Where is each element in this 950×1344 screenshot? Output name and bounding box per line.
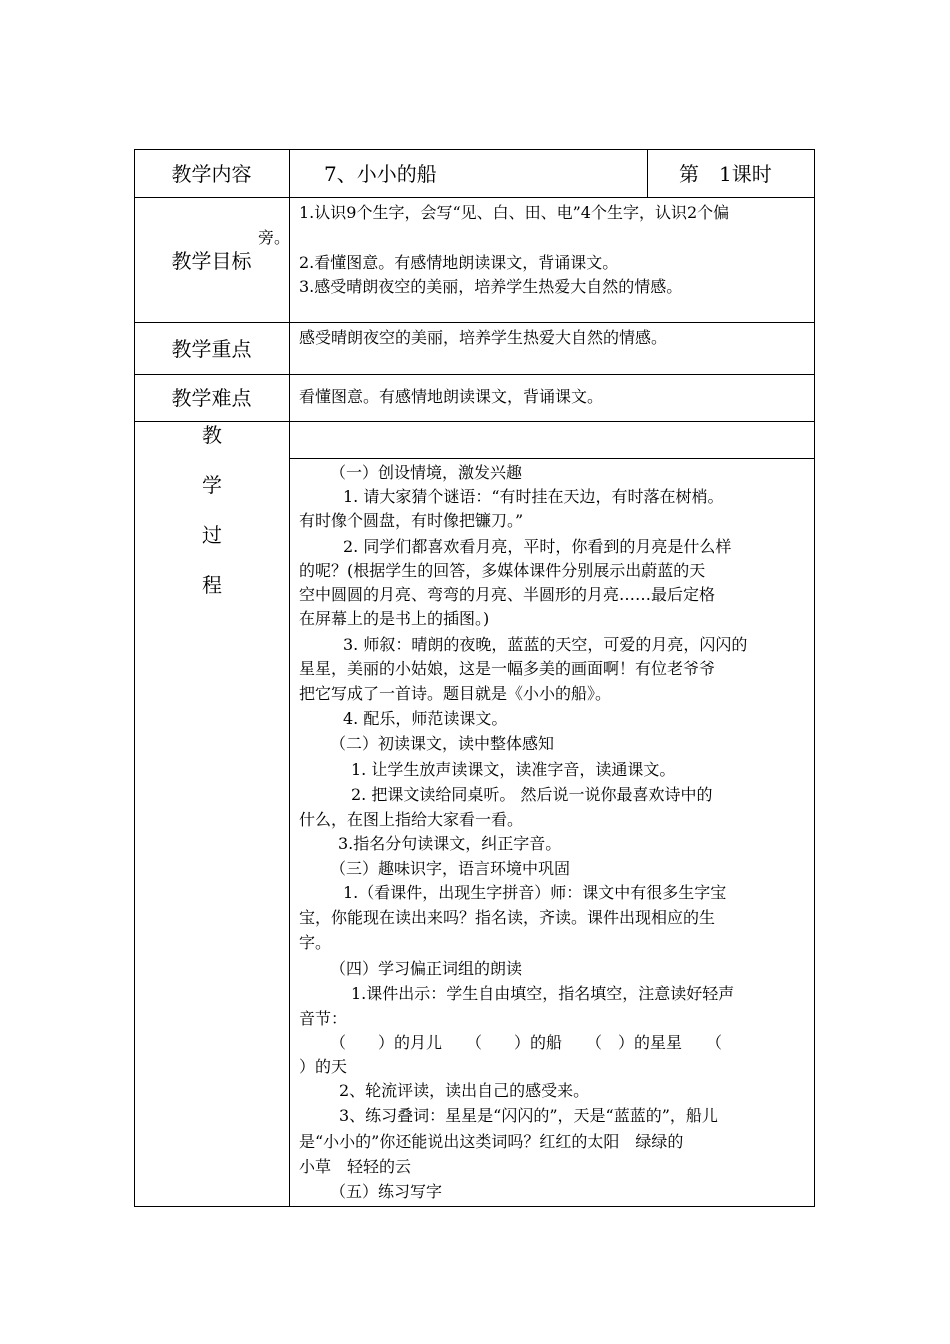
row-divider	[134, 374, 815, 375]
process-line: 空中圆圆的月亮、弯弯的月亮、半圆形的月亮……最后定格	[299, 585, 716, 604]
row-divider	[134, 197, 815, 198]
row-divider	[134, 322, 815, 323]
process-line: 4. 配乐，师范读课文。	[327, 709, 508, 728]
process-label-char: 程	[202, 573, 222, 597]
key-point-text: 感受晴朗夜空的美丽，培养学生热爱大自然的情感。	[299, 328, 668, 347]
process-line: （三）趣味识字，语言环境中巩固	[330, 859, 571, 878]
process-line: ）的天	[299, 1057, 348, 1076]
row-divider	[289, 458, 815, 459]
goals-label: 教学目标	[171, 249, 252, 273]
difficulty-text: 看懂图意。有感情地朗读课文，背诵课文。	[299, 387, 604, 406]
lesson-title: 7、小小的船	[324, 162, 437, 186]
process-line: 是“小小的”你还能说出这类词吗？红红的太阳 绿绿的	[299, 1132, 684, 1151]
process-line: 2. 把课文读给同桌听。 然后说一说你最喜欢诗中的	[335, 785, 713, 804]
process-label-char: 过	[202, 523, 222, 547]
process-line: （二）初读课文，读中整体感知	[330, 734, 555, 753]
lesson-period: 第 1课时	[679, 162, 772, 186]
goal-line: 旁。	[258, 228, 291, 247]
process-line: 2、轮流评读，读出自己的感受来。	[323, 1081, 590, 1100]
process-label-char: 学	[202, 473, 222, 497]
goal-line: 2.看懂图意。有感情地朗读课文，背诵课文。	[299, 253, 619, 272]
goal-line: 3.感受晴朗夜空的美丽，培养学生热爱大自然的情感。	[299, 277, 683, 296]
process-line: 3、练习叠词：星星是“闪闪的”，天是“蓝蓝的”，船儿	[323, 1106, 718, 1125]
difficulty-label: 教学难点	[171, 386, 252, 410]
process-line: 什么，在图上指给大家看一看。	[299, 810, 524, 829]
process-line: 字。	[299, 933, 332, 952]
process-line: 的呢？(根据学生的回答，多媒体课件分别展示出蔚蓝的天	[299, 561, 706, 580]
process-line: 1.课件出示：学生自由填空，指名填空，注意读好轻声	[335, 984, 735, 1003]
process-line: 把它写成了一首诗。题目就是《小小的船》。	[299, 684, 612, 703]
process-line: （一）创设情境，激发兴趣	[330, 463, 523, 482]
column-divider	[289, 149, 290, 1207]
process-line: 宝，你能现在读出来吗？指名读，齐读。课件出现相应的生	[299, 908, 716, 927]
process-line: 在屏幕上的是书上的插图。)	[299, 609, 490, 628]
process-line: 音节：	[299, 1009, 348, 1028]
process-line: （ ）的月儿 （ ）的船 （ ）的星星 （	[330, 1033, 723, 1052]
process-line: （四）学习偏正词组的朗读	[330, 959, 523, 978]
process-line: 2. 同学们都喜欢看月亮，平时，你看到的月亮是什么样	[327, 537, 732, 556]
process-line: 3. 师叙：晴朗的夜晚，蓝蓝的天空，可爱的月亮，闪闪的	[327, 635, 748, 654]
process-line: 3.指名分句读课文，纠正字音。	[322, 834, 562, 853]
goal-line: 1.认识9个生字，会写“见、白、田、电”4个生字，认识2个偏	[299, 203, 730, 222]
key-point-label: 教学重点	[171, 337, 252, 361]
column-divider	[647, 149, 648, 197]
process-line: （五）练习写字	[330, 1182, 443, 1201]
process-line: 1. 请大家猜个谜语：“有时挂在天边，有时落在树梢。	[327, 487, 724, 506]
process-line: 1.（看课件，出现生字拼音）师：课文中有很多生字宝	[327, 883, 727, 902]
process-label-char: 教	[202, 423, 222, 447]
process-line: 小草 轻轻的云	[299, 1157, 412, 1176]
process-line: 1. 让学生放声读课文，读准字音，读通课文。	[335, 760, 676, 779]
process-line: 有时像个圆盘，有时像把镰刀。”	[299, 511, 524, 530]
process-line: 星星，美丽的小姑娘，这是一幅多美的画面啊！有位老爷爷	[299, 659, 716, 678]
content-label: 教学内容	[171, 162, 252, 186]
row-divider	[134, 421, 815, 422]
